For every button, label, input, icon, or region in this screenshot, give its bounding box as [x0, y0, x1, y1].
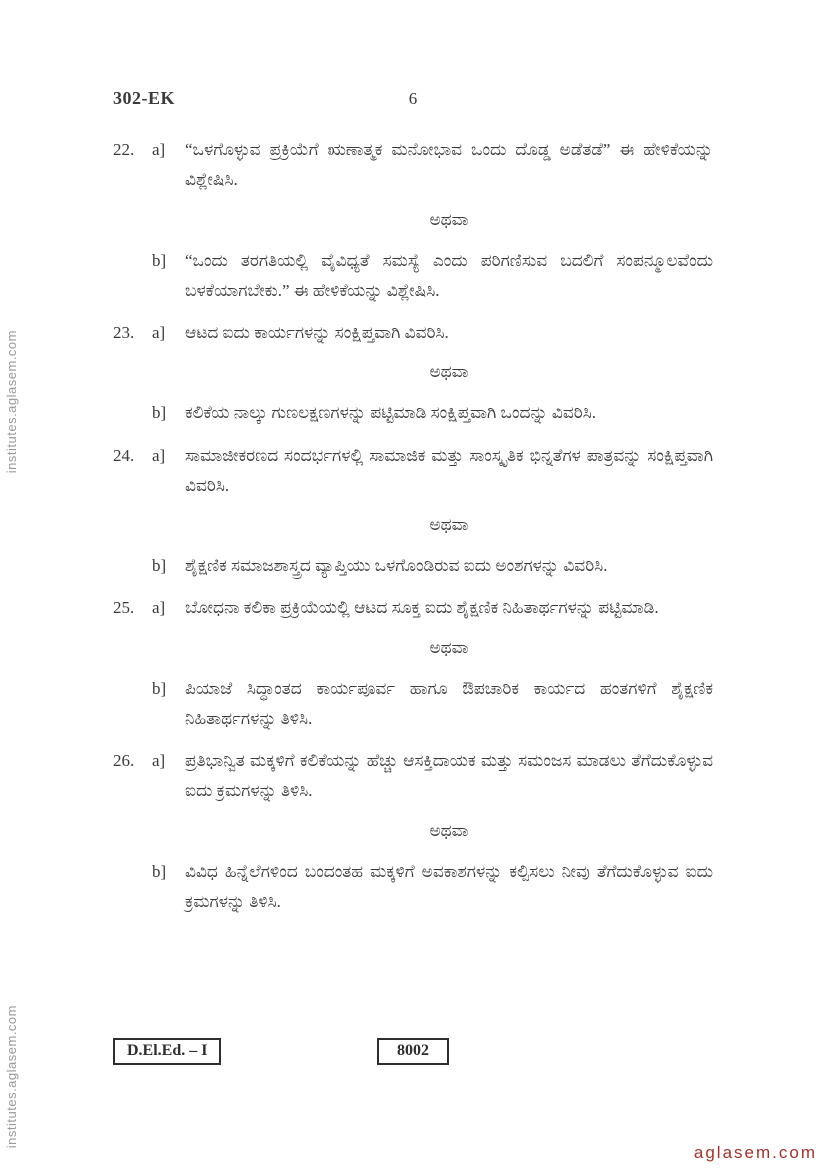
option-label: a] [152, 751, 166, 770]
question-23-option-b [113, 398, 713, 428]
question-26-option-b [113, 857, 713, 918]
question-number: 23. [113, 323, 135, 342]
page-number: 6 [408, 89, 418, 108]
or-label: ಅಥವಾ [429, 637, 469, 657]
question-number [113, 246, 152, 307]
question-text: ವಿವಿಧ ಹಿನ್ನೆಲೆಗಳಿಂದ ಬಂದಂತಹ ಮಕ್ಕಳಿಗೆ ಅವಕಾಶಗಳನ್ನು ಕಲ್ಪಿಸಲು ನೀವು ತೆಗೆದುಕೊಳ್ಳುವ ಐದು ಕ್ರಮಗಳನ್ನು ತಿಳಿಸಿ. [185, 861, 713, 911]
question-26-option-a [113, 746, 713, 807]
or-separator [113, 362, 713, 382]
page-footer [113, 1038, 713, 1066]
option-label: a] [152, 445, 166, 465]
option-label: b] [152, 250, 167, 270]
question-number [113, 398, 152, 428]
question-text: “ಒಳಗೊಳ್ಳುವ ಪ್ರಕ್ರಿಯೆಗೆ ಋಣಾತ್ಮಕ ಮನೋಭಾವ ಒಂದು ದೊಡ್ಡ ಅಡೆತಡೆ” ಈ ಹೇಳಿಕೆಯನ್ನು ವಿಶ್ಲೇಷಿಸಿ. [185, 140, 713, 190]
question-25-option-b [113, 674, 713, 735]
question-number [113, 857, 152, 918]
watermark-aglasem: aglasem.com [693, 1143, 817, 1162]
question-number: 22. [113, 140, 135, 159]
option-label: a] [152, 598, 166, 618]
watermark-institutes-aglasem-top: institutes.aglasem.com [4, 330, 19, 474]
question-25-option-a [113, 593, 713, 623]
or-label: ಅಥವಾ [429, 362, 469, 382]
question-number [113, 674, 152, 735]
page-header [113, 88, 713, 109]
or-separator [113, 638, 713, 658]
option-label: b] [152, 861, 167, 881]
or-label: ಅಥವಾ [429, 209, 469, 229]
or-separator [113, 210, 713, 230]
or-separator [113, 515, 713, 535]
option-label: a] [152, 140, 166, 159]
paper-code: 302-EK [113, 88, 176, 108]
question-23-option-a [113, 318, 713, 348]
question-24-option-a [113, 441, 713, 502]
question-text: ಶೈಕ್ಷಣಿಕ ಸಮಾಜಶಾಸ್ತ್ರದ ವ್ಯಾಪ್ತಿಯು ಒಳಗೊಂಡಿರುವ ಐದು ಅಂಶಗಳನ್ನು ವಿವರಿಸಿ. [185, 556, 608, 575]
or-label: ಅಥವಾ [429, 820, 469, 840]
question-24-option-b [113, 551, 713, 581]
option-label: b] [152, 678, 167, 698]
paper-number-box: 8002 [377, 1038, 449, 1065]
question-text: ಪಿಯಾಜೆ ಸಿದ್ಧಾಂತದ ಕಾರ್ಯಪೂರ್ವ ಹಾಗೂ ಔಪಚಾರಿಕ ಕಾರ್ಯದ ಹಂತಗಳಿಗೆ ಶೈಕ್ಷಣಿಕ ನಿಹಿತಾರ್ಥಗಳನ್ನು ತಿಳಿಸಿ. [185, 678, 713, 728]
question-number: 25. [113, 598, 135, 618]
question-text: ಪ್ರತಿಭಾನ್ವಿತ ಮಕ್ಕಳಿಗೆ ಕಲಿಕೆಯನ್ನು ಹೆಚ್ಚು ಆಸಕ್ತಿದಾಯಕ ಮತ್ತು ಸಮಂಜಸ ಮಾಡಲು ತೆಗೆದುಕೊಳ್ಳುವ ಐದು ಕ್ರಮಗಳನ್ನು ತಿಳಿಸಿ. [185, 751, 713, 801]
watermark-institutes-aglasem-bottom: institutes.aglasem.com [4, 1005, 19, 1149]
question-text: ಬೋಧನಾ ಕಲಿಕಾ ಪ್ರಕ್ರಿಯೆಯಲ್ಲಿ ಆಟದ ಸೂಕ್ತ ಐದು ಶೈಕ್ಷಣಿಕ ನಿಹಿತಾರ್ಥಗಳನ್ನು ಪಟ್ಟಿಮಾಡಿ. [185, 598, 659, 618]
question-number: 24. [113, 445, 135, 465]
question-22-option-a [113, 135, 713, 196]
question-text: ಆಟದ ಐದು ಕಾರ್ಯಗಳನ್ನು ಸಂಕ್ಷಿಪ್ತವಾಗಿ ವಿವರಿಸಿ. [185, 323, 449, 342]
or-separator [113, 821, 713, 841]
course-code-box: D.El.Ed. – I [113, 1038, 221, 1065]
option-label: a] [152, 323, 166, 342]
question-number [113, 551, 152, 581]
option-label: b] [152, 556, 167, 575]
question-text: ಸಾಮಾಜೀಕರಣದ ಸಂದರ್ಭಗಳಲ್ಲಿ ಸಾಮಾಜಿಕ ಮತ್ತು ಸಾಂಸ್ಕೃತಿಕ ಭಿನ್ನತೆಗಳ ಪಾತ್ರವನ್ನು ಸಂಕ್ಷಿಪ್ತವಾಗಿ ವಿವರಿಸಿ. [185, 445, 713, 495]
question-text: “ಒಂದು ತರಗತಿಯಲ್ಲಿ ವೈವಿಧ್ಯತೆ ಸಮಸ್ಯೆ ಎಂದು ಪರಿಗಣಿಸುವ ಬದಲಿಗೆ ಸಂಪನ್ಮೂಲವೆಂದು ಬಳಕೆಯಾಗಬೇಕು.” ಈ ಹೇಳಿಕೆಯನ್ನು ವಿಶ್ಲೇಷಿಸಿ. [185, 250, 713, 300]
question-text: ಕಲಿಕೆಯ ನಾಲ್ಕು ಗುಣಲಕ್ಷಣಗಳನ್ನು ಪಟ್ಟಿಮಾಡಿ ಸಂಕ್ಷಿಪ್ತವಾಗಿ ಒಂದನ್ನು ವಿವರಿಸಿ. [185, 403, 597, 423]
or-label: ಅಥವಾ [429, 515, 469, 534]
question-22-option-b [113, 246, 713, 307]
question-number: 26. [113, 751, 135, 770]
option-label: b] [152, 403, 167, 423]
